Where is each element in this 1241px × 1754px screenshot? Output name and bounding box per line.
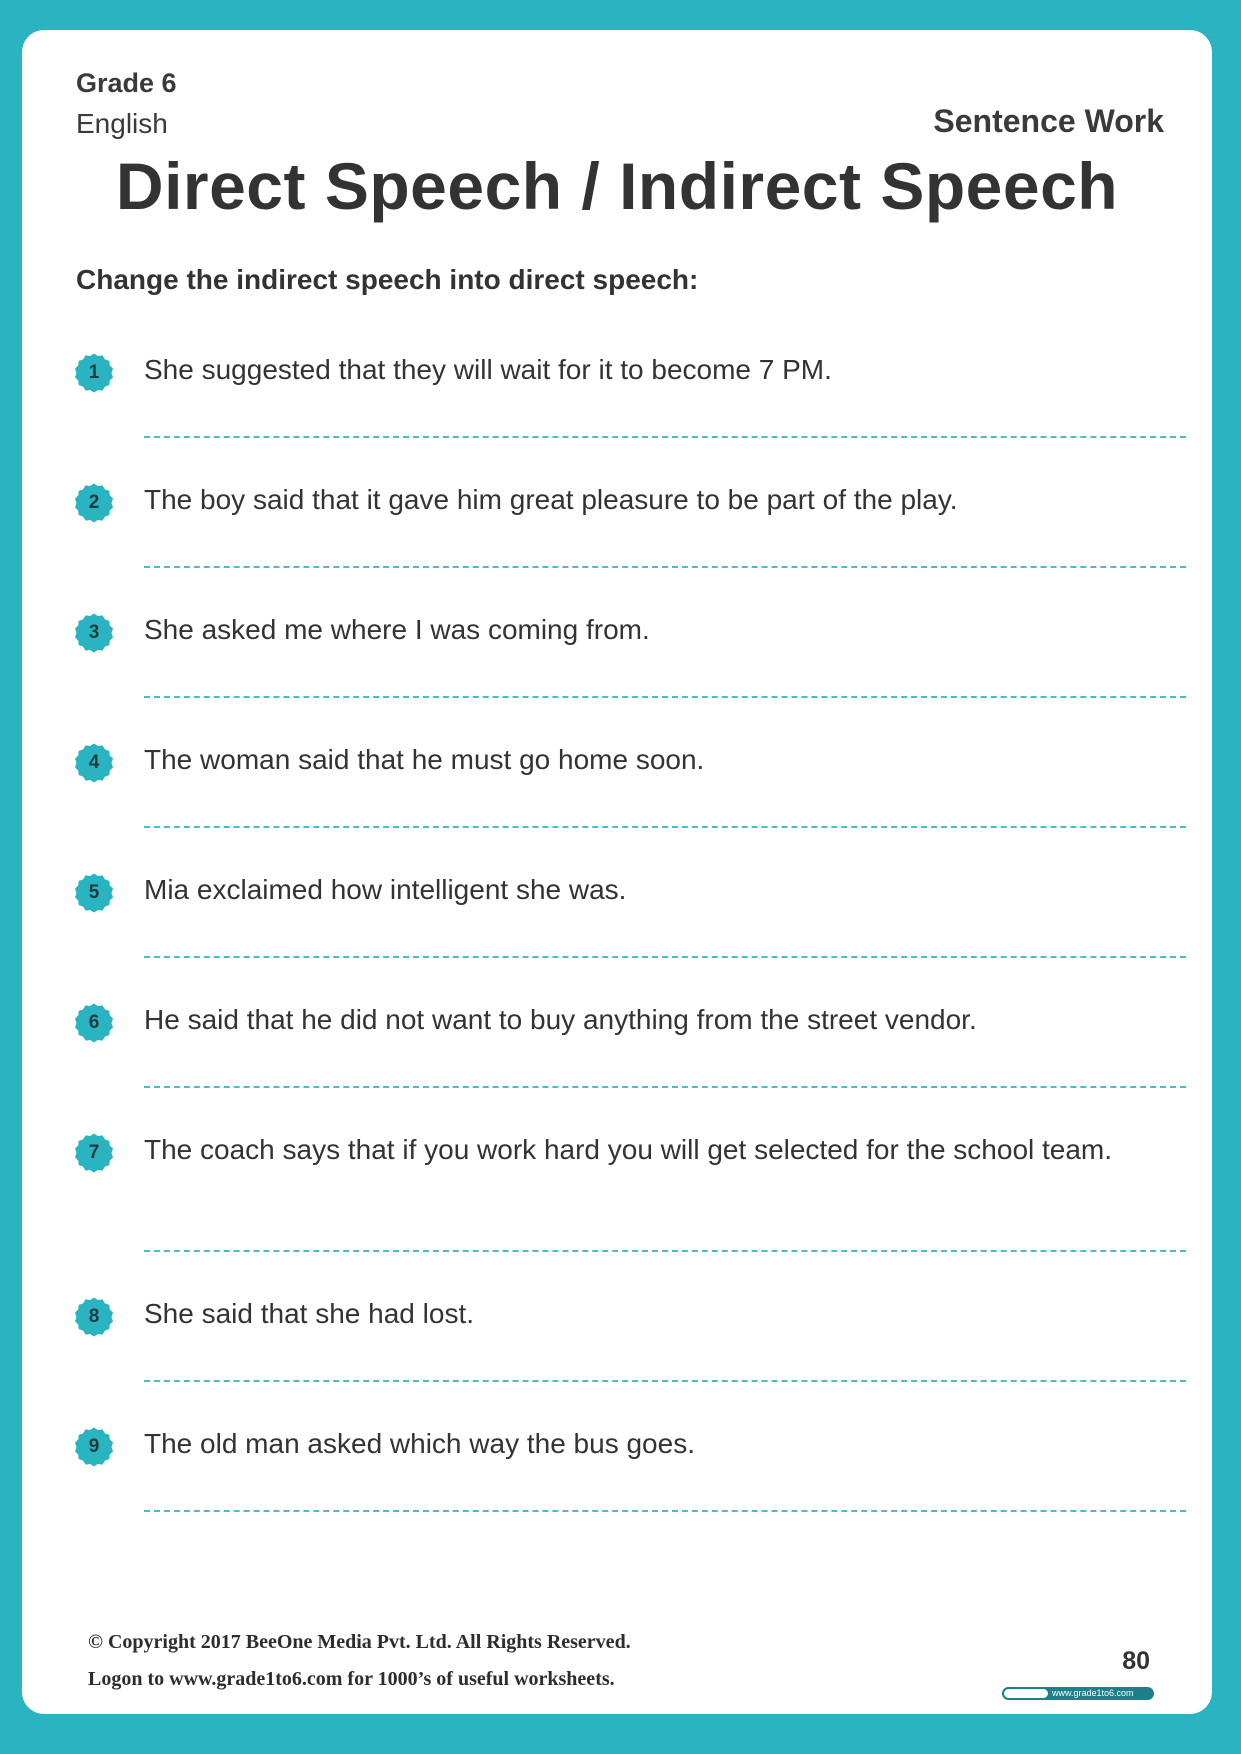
answer-line[interactable] [144,956,1186,958]
question-number: 9 [88,1436,100,1457]
answer-line[interactable] [144,1380,1186,1382]
question-6 [74,1002,1186,1088]
number-badge-icon [74,483,114,523]
question-4 [74,742,1186,828]
question-3 [74,612,1186,698]
question-number: 1 [88,362,100,383]
question-2 [74,482,1186,568]
question-5 [74,872,1186,958]
question-text: The boy said that it gave him great pleasure to be part of the play. [144,484,958,515]
question-text: The coach says that if you work hard you will get selected for the school team. [144,1134,1113,1165]
number-badge-icon [74,613,114,653]
number-badge-icon [74,743,114,783]
answer-line[interactable] [144,566,1186,568]
question-text: He said that he did not want to buy anything from the street vendor. [144,1004,977,1035]
answer-line[interactable] [144,1250,1186,1252]
number-badge-icon [74,1297,114,1337]
question-number: 8 [88,1306,100,1327]
question-number: 7 [88,1142,100,1163]
number-badge-icon [74,1133,114,1173]
question-9 [74,1426,1186,1512]
question-text: She suggested that they will wait for it to become 7 PM. [144,354,832,385]
site-logo-badge[interactable] [1002,1687,1154,1700]
answer-line[interactable] [144,436,1186,438]
site-url: www.grade1to6.com [1052,1688,1134,1698]
question-text: She asked me where I was coming from. [144,614,650,645]
question-1 [74,352,1186,438]
question-text: The old man asked which way the bus goes. [144,1428,695,1459]
website-notice: Logon to www.grade1to6.com for 1000’s of useful worksheets. [88,1668,615,1690]
answer-line[interactable] [144,696,1186,698]
number-badge-icon [74,873,114,913]
question-text: She said that she had lost. [144,1298,474,1329]
question-8 [74,1296,1186,1382]
answer-line[interactable] [144,826,1186,828]
number-badge-icon [74,353,114,393]
grade-label: Grade 6 [76,68,177,98]
answer-line[interactable] [144,1086,1186,1088]
question-text: The woman said that he must go home soon. [144,744,705,775]
section-label: Sentence Work [933,103,1164,139]
grade1to6-logo-icon [1004,1689,1048,1698]
question-number: 3 [88,622,100,643]
page-title: Direct Speech / Indirect Speech [115,149,1119,223]
question-7 [74,1132,1186,1252]
question-number: 6 [88,1012,100,1033]
question-number: 2 [88,492,100,513]
answer-line[interactable] [144,1510,1186,1512]
question-number: 5 [88,882,100,903]
number-badge-icon [74,1003,114,1043]
copyright-notice: © Copyright 2017 BeeOne Media Pvt. Ltd. All Rights Reserved. [88,1631,631,1653]
question-text: Mia exclaimed how intelligent she was. [144,874,627,905]
question-number: 4 [88,752,100,773]
subject-label: English [76,108,168,139]
page-number: 80 [1122,1647,1150,1675]
worksheet-page [22,30,1212,1714]
number-badge-icon [74,1427,114,1467]
instructions: Change the indirect speech into direct speech: [76,264,699,295]
